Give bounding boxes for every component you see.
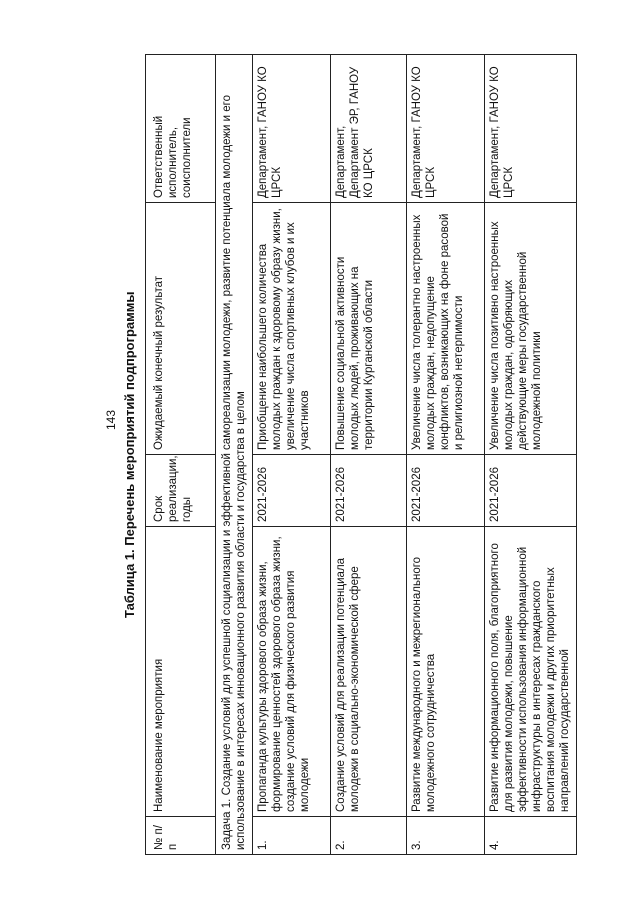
task-text: Задача 1. Создание условий для успешной социализации и эффективной самореализации молодежи, развитие потенциала молодежи и его использование в интересах инновационного развития области и государства в целом [216, 55, 253, 855]
table-row [253, 55, 331, 855]
measures-table [145, 54, 577, 855]
row-name: Развитие международного и межрегионального молодежного сотрудничества [407, 527, 485, 817]
row-result: Приобщение наибольшего количества молодых граждан к здоровому образу жизни, увеличение числа спортивных клубов и их участников [253, 203, 331, 455]
header-name: Наименование мероприятия [146, 527, 216, 817]
rotated-table-container [145, 55, 571, 855]
row-name: Развитие информационного поля, благоприятного для развития молодежи, повышение эффективности использования информационной инфраструктуры в интересах гражданского воспитания молодежи и других приоритетных направлений государственной [485, 527, 577, 817]
row-result: Увеличение числа толерантно настроенных молодых граждан, недопущение конфликтов, возникающих на фоне расовой и религиозной нетерпимости [407, 203, 485, 455]
header-result: Ожидаемый конечный результат [146, 203, 216, 455]
table-row [407, 55, 485, 855]
row-num: 2. [331, 817, 407, 855]
row-responsible: Департамент, Департамент ЭР, ГАНОУ КО ЦРСК [331, 55, 407, 203]
header-num: № п/п [146, 817, 216, 855]
table-row [485, 55, 577, 855]
row-num: 3. [407, 817, 485, 855]
row-term: 2021-2026 [253, 455, 331, 527]
page-number: 143 [104, 409, 118, 430]
table-row [331, 55, 407, 855]
row-result: Увеличение числа позитивно настроенных молодых граждан, одобряющих действующие меры государственной молодежной политики [485, 203, 577, 455]
row-num: 1. [253, 817, 331, 855]
task-row [216, 55, 253, 855]
row-responsible: Департамент, ГАНОУ КО ЦРСК [407, 55, 485, 203]
row-term: 2021-2026 [485, 455, 577, 527]
row-term: 2021-2026 [331, 455, 407, 527]
row-responsible: Департамент, ГАНОУ КО ЦРСК [253, 55, 331, 203]
row-name: Пропаганда культуры здорового образа жизни, формирование ценностей здорового образа жизни, создание условий для физического развития молодежи [253, 527, 331, 817]
row-responsible: Департамент, ГАНОУ КО ЦРСК [485, 55, 577, 203]
header-responsible: Ответственный исполнитель, соисполнители [146, 55, 216, 203]
row-result: Повышение социальной активности молодых людей, проживающих на территории Курганской области [331, 203, 407, 455]
table-header-row [146, 55, 216, 855]
header-term: Срок реализации, годы [146, 455, 216, 527]
row-term: 2021-2026 [407, 455, 485, 527]
row-name: Создание условий для реализации потенциала молодежи в социально-экономической сфере [331, 527, 407, 817]
table-title: Таблица 1. Перечень мероприятий подпрограммы [122, 291, 137, 618]
row-num: 4. [485, 817, 577, 855]
